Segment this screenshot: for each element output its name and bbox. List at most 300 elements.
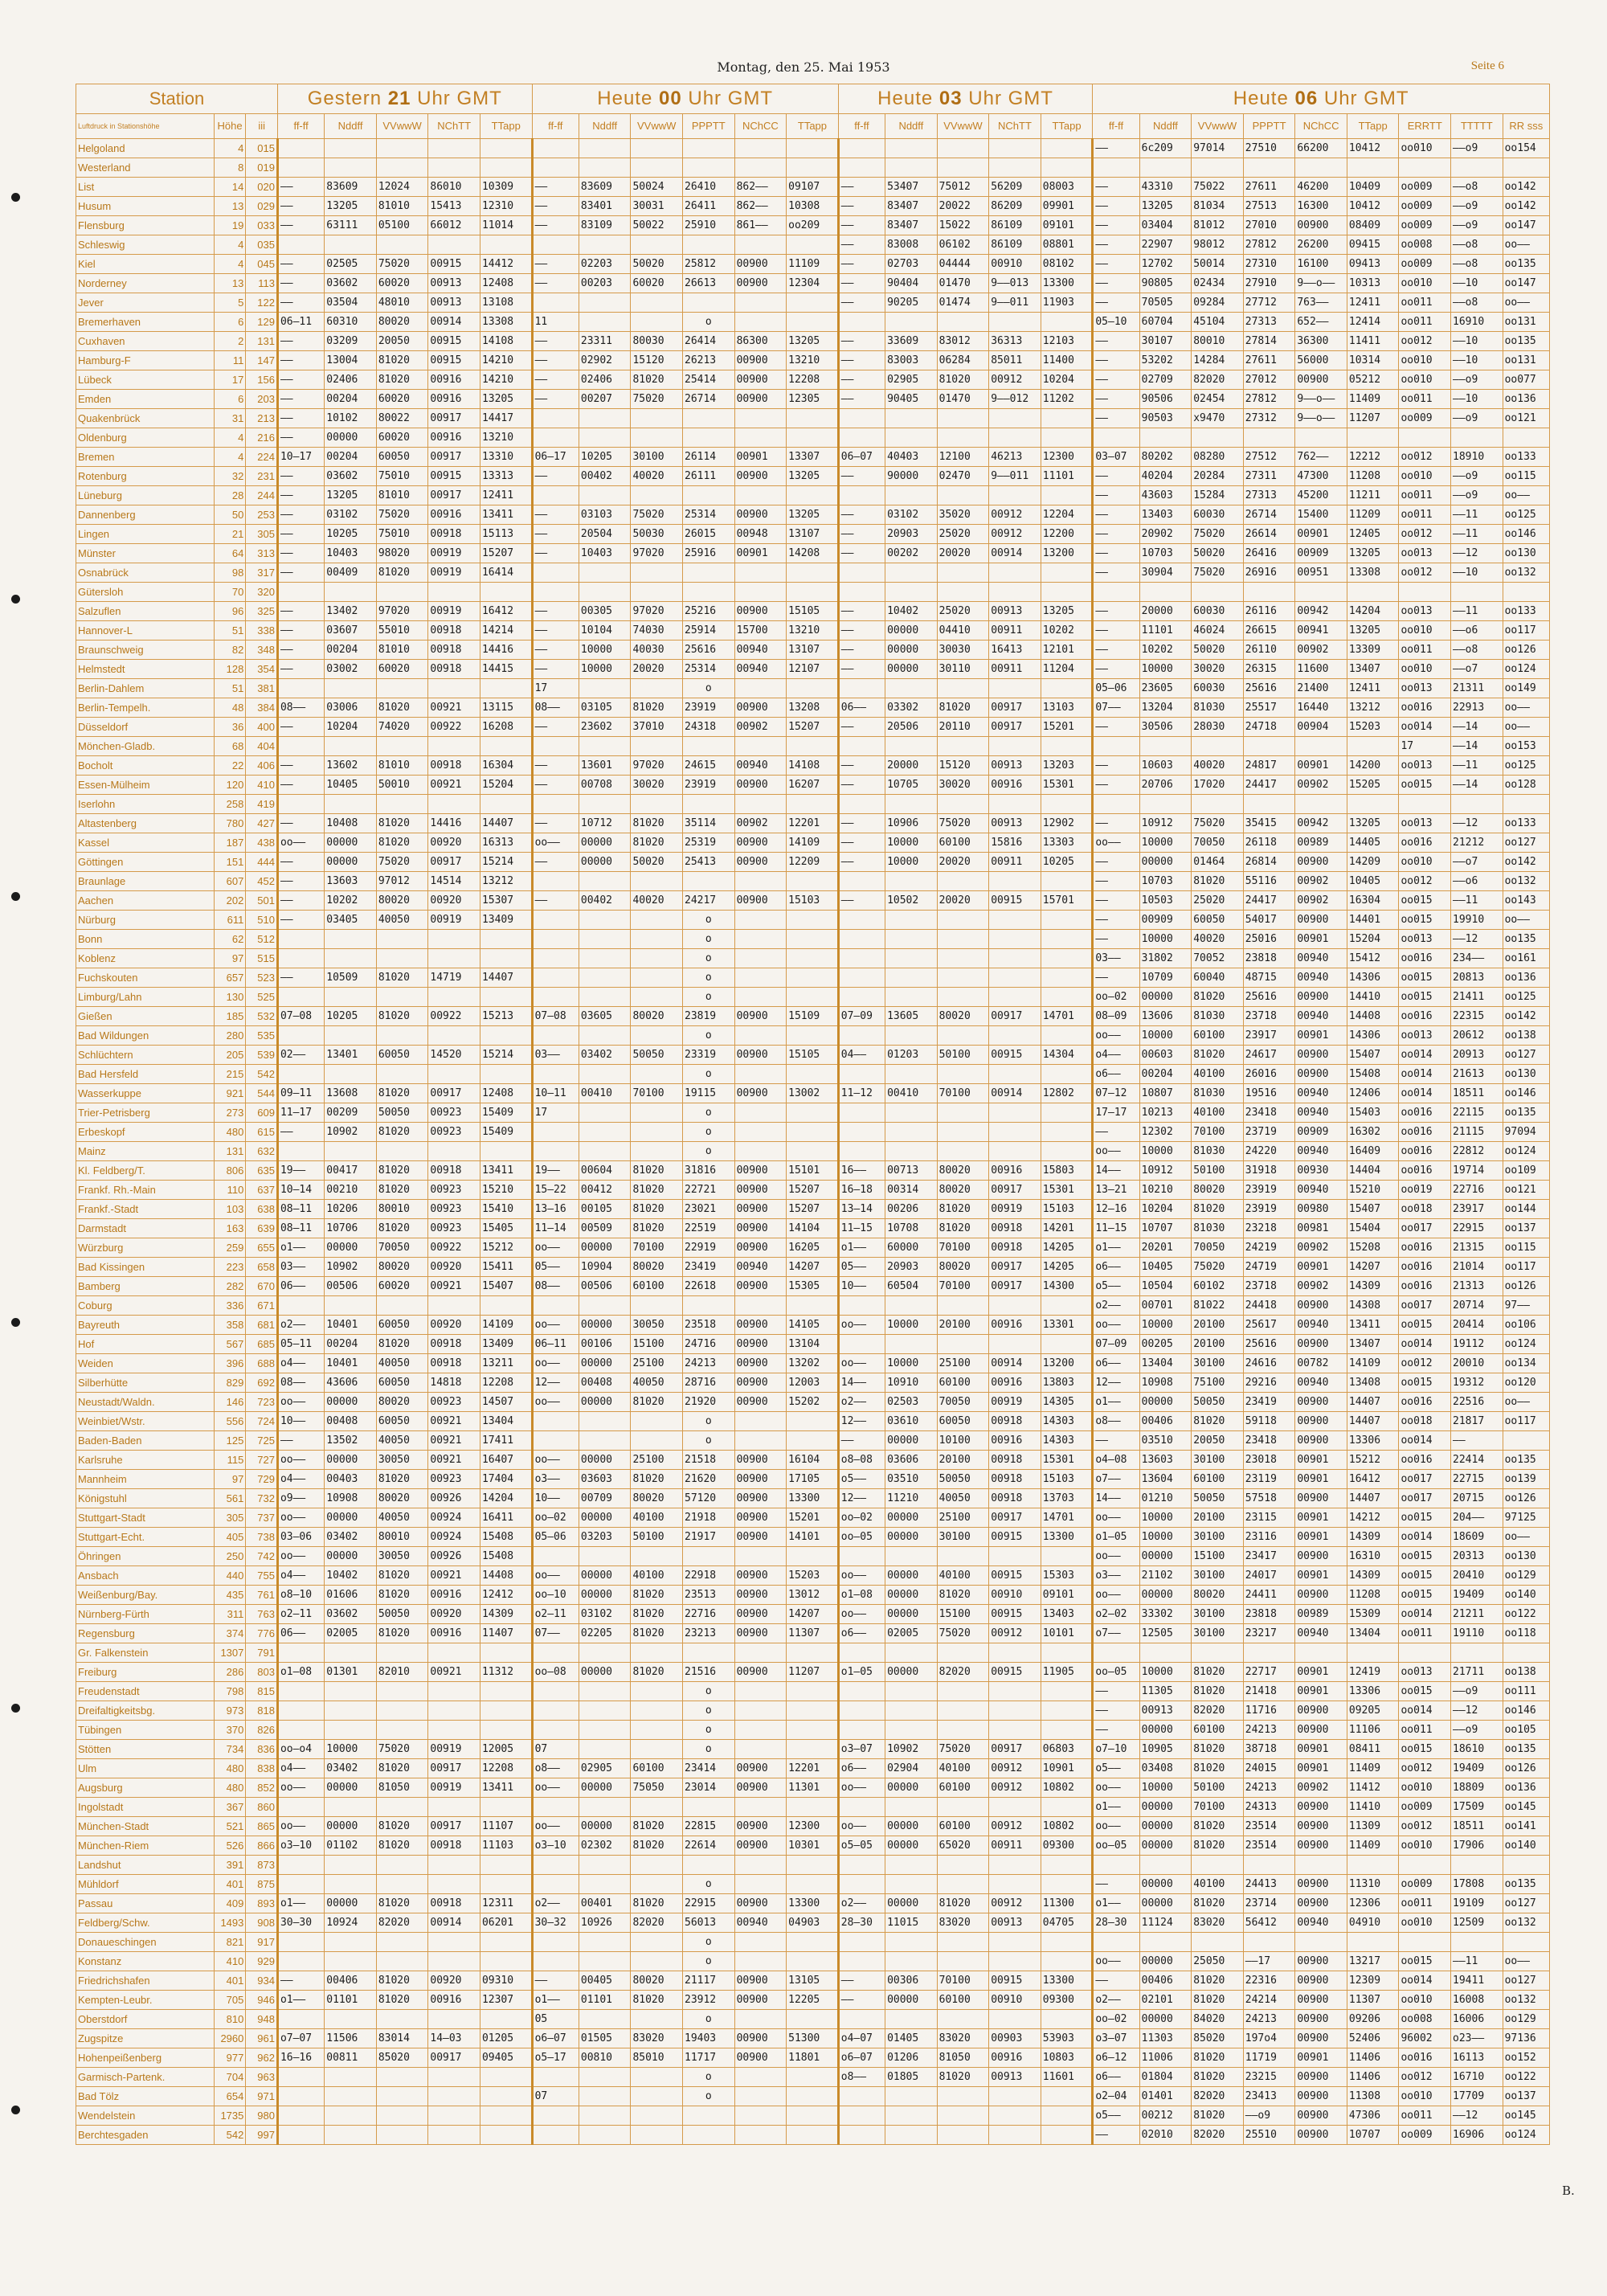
obs-cell-g3: 16413 [989, 641, 1041, 660]
obs-cell-g4: 00989 [1295, 833, 1347, 853]
obs-cell-g3: 80020 [937, 1181, 989, 1200]
obs-cell-g3: —— [838, 1991, 885, 2010]
table-row [76, 891, 1550, 911]
obs-cell-g2: 01101 [579, 1991, 631, 2010]
obs-cell-g4: oo125 [1503, 756, 1549, 776]
obs-cell-g4: oo018 [1399, 1200, 1451, 1219]
station-height: 567 [214, 1335, 246, 1354]
obs-cell-g4: 23605 [1139, 679, 1192, 698]
obs-cell-g4 [1192, 737, 1244, 756]
obs-cell-g1 [277, 1856, 324, 1875]
obs-cell-g1: oo—— [277, 1451, 324, 1470]
obs-cell-g2: 86300 [734, 332, 787, 351]
table-row [76, 1856, 1550, 1875]
obs-cell-g1: 00000 [325, 1778, 377, 1798]
obs-cell-g4: 20714 [1451, 1296, 1503, 1316]
obs-cell-g2 [631, 1740, 683, 1759]
obs-cell-g2: 00203 [579, 274, 631, 293]
obs-cell-g1: 00204 [325, 390, 377, 409]
obs-cell-g4: ——12 [1451, 814, 1503, 833]
obs-cell-g4: 18511 [1451, 1817, 1503, 1836]
obs-cell-g4: 27712 [1243, 293, 1295, 313]
obs-cell-g4: 00900 [1295, 1971, 1347, 1991]
table-row [76, 1161, 1550, 1181]
obs-cell-g4: o2—— [1093, 1296, 1139, 1316]
obs-cell-g3: 16—— [838, 1161, 885, 1181]
obs-cell-g3: 13205 [1041, 602, 1093, 621]
obs-cell-g4: 12414 [1347, 313, 1399, 332]
obs-cell-g4: 10905 [1139, 1740, 1192, 1759]
obs-cell-g1 [325, 1701, 377, 1721]
obs-cell-g3: —— [838, 467, 885, 486]
obs-cell-g4: 19112 [1451, 1335, 1503, 1354]
obs-cell-g1 [325, 737, 377, 756]
obs-cell-g3: 03606 [885, 1451, 938, 1470]
obs-cell-g4: ——17 [1243, 1952, 1295, 1971]
station-height: 36 [214, 718, 246, 737]
table-row [76, 1316, 1550, 1335]
obs-cell-g4: ——o8 [1451, 255, 1503, 274]
obs-cell-g3: 08801 [1041, 235, 1093, 255]
obs-cell-g4: oo132 [1503, 1913, 1549, 1933]
obs-cell-g4: 97—— [1503, 1296, 1549, 1316]
obs-cell-g4: oo127 [1503, 1894, 1549, 1913]
obs-cell-g2: 00506 [579, 1277, 631, 1296]
obs-cell-g2: 00412 [579, 1181, 631, 1200]
obs-cell-g4: oo010 [1399, 621, 1451, 641]
obs-cell-g2: 02205 [579, 1624, 631, 1643]
obs-cell-g4: oo126 [1503, 1489, 1549, 1508]
obs-cell-g3: 75012 [937, 178, 989, 197]
obs-cell-g3: —— [838, 293, 885, 313]
obs-cell-g2: 07–08 [532, 1007, 579, 1026]
obs-cell-g2: —— [532, 756, 579, 776]
obs-cell-g1: 00916 [428, 428, 480, 448]
obs-cell-g2 [579, 1856, 631, 1875]
obs-cell-g4 [1093, 158, 1139, 178]
obs-cell-g4: 11406 [1347, 2068, 1399, 2087]
obs-cell-g2: —— [532, 602, 579, 621]
obs-cell-g2: 13107 [787, 641, 839, 660]
obs-cell-g3 [937, 737, 989, 756]
obs-cell-g4: 12406 [1347, 1084, 1399, 1103]
obs-cell-g2 [579, 409, 631, 428]
obs-cell-g4: oo—— [1503, 1952, 1549, 1971]
obs-cell-g4: o1—— [1093, 1393, 1139, 1412]
obs-cell-g3: 09901 [1041, 197, 1093, 216]
obs-cell-g4: oo117 [1503, 1412, 1549, 1431]
obs-cell-g4: 00900 [1295, 2106, 1347, 2126]
table-row [76, 1238, 1550, 1258]
obs-cell-g4: oo–02 [1093, 988, 1139, 1007]
obs-cell-g4: 81020 [1192, 1971, 1244, 1991]
obs-cell-g3 [838, 1875, 885, 1894]
obs-cell-g1: 60050 [376, 1412, 428, 1431]
table-row [76, 1489, 1550, 1508]
obs-cell-g1: 11014 [480, 216, 532, 235]
obs-cell-g2: 11307 [787, 1624, 839, 1643]
obs-cell-g4: 24617 [1243, 1046, 1295, 1065]
obs-cell-g2 [532, 1065, 579, 1084]
obs-cell-g3: —— [838, 814, 885, 833]
obs-cell-g2: 23414 [683, 1759, 735, 1778]
obs-cell-g3 [989, 563, 1041, 583]
obs-cell-g4: —— [1093, 641, 1139, 660]
obs-cell-g3: 10000 [885, 1316, 938, 1335]
obs-cell-g3 [937, 795, 989, 814]
obs-cell-g1 [277, 1875, 324, 1894]
obs-cell-g4: 85020 [1192, 2029, 1244, 2048]
obs-cell-g4: 01401 [1139, 2087, 1192, 2106]
obs-cell-g4: oo—— [1093, 1026, 1139, 1046]
station-height: 97 [214, 949, 246, 968]
table-row [76, 1740, 1550, 1759]
obs-cell-g2 [579, 1065, 631, 1084]
obs-cell-g4: 13217 [1347, 1952, 1399, 1971]
obs-cell-g1 [376, 2126, 428, 2145]
obs-cell-g4: —— [1093, 197, 1139, 216]
obs-cell-g2: 81020 [631, 833, 683, 853]
obs-cell-g1: 14210 [480, 370, 532, 390]
obs-cell-g2 [631, 1026, 683, 1046]
obs-cell-g3: 81020 [937, 1894, 989, 1913]
obs-cell-g1: 13502 [325, 1431, 377, 1451]
obs-cell-g1: 97012 [376, 872, 428, 891]
station-height: 6 [214, 390, 246, 409]
obs-cell-g2 [532, 139, 579, 158]
obs-cell-g2 [579, 1721, 631, 1740]
obs-cell-g4: 23514 [1243, 1817, 1295, 1836]
obs-cell-g2 [787, 293, 839, 313]
obs-cell-g4: 23818 [1243, 1605, 1295, 1624]
station-id: 438 [246, 833, 278, 853]
table-row [76, 2048, 1550, 2068]
obs-cell-g3 [1041, 2126, 1093, 2145]
obs-cell-g3 [989, 988, 1041, 1007]
obs-cell-g2: 40030 [631, 641, 683, 660]
obs-cell-g4: 59118 [1243, 1412, 1295, 1431]
obs-cell-g3 [838, 1103, 885, 1123]
obs-cell-g3 [838, 911, 885, 930]
obs-cell-g4: 25510 [1243, 2126, 1295, 2145]
obs-cell-g3: 20020 [937, 853, 989, 872]
obs-cell-g4: 81030 [1192, 698, 1244, 718]
obs-cell-g2 [787, 1065, 839, 1084]
station-height: 50 [214, 505, 246, 525]
obs-cell-g1: 80022 [376, 409, 428, 428]
obs-cell-g4: 00900 [1295, 1701, 1347, 1721]
obs-cell-g2 [734, 2126, 787, 2145]
obs-cell-g2 [734, 679, 787, 698]
obs-cell-g2: 22915 [683, 1894, 735, 1913]
obs-cell-g1: 14416 [480, 641, 532, 660]
obs-cell-g4: oo132 [1503, 1991, 1549, 2010]
obs-cell-g3: 15100 [937, 1605, 989, 1624]
obs-cell-g4: 13309 [1347, 641, 1399, 660]
obs-cell-g3: 15301 [1041, 1181, 1093, 1200]
obs-cell-g1: 48010 [376, 293, 428, 313]
station-name: Rotenburg [76, 467, 215, 486]
obs-cell-g4: oo012 [1399, 332, 1451, 351]
obs-cell-g3 [1041, 1875, 1093, 1894]
obs-cell-g2 [683, 1856, 735, 1875]
obs-cell-g3 [989, 679, 1041, 698]
station-name: Augsburg [76, 1778, 215, 1798]
obs-cell-g1: 14416 [428, 814, 480, 833]
obs-cell-g1: 81020 [376, 968, 428, 988]
obs-cell-g4: —— [1093, 660, 1139, 679]
obs-cell-g2 [579, 139, 631, 158]
station-name: Göttingen [76, 853, 215, 872]
obs-cell-g4: 60050 [1192, 911, 1244, 930]
station-height: 401 [214, 1971, 246, 1991]
obs-cell-g1 [325, 1933, 377, 1952]
station-height: 5 [214, 293, 246, 313]
obs-cell-g4: oo010 [1399, 853, 1451, 872]
obs-cell-g4: 12411 [1347, 293, 1399, 313]
obs-cell-g4: 25617 [1243, 1316, 1295, 1335]
obs-cell-g4: 27512 [1243, 448, 1295, 467]
obs-cell-g4: oo145 [1503, 2106, 1549, 2126]
obs-cell-g1: 16208 [480, 718, 532, 737]
obs-cell-g1: 60050 [376, 448, 428, 467]
station-id: 338 [246, 621, 278, 641]
obs-cell-g2: 00000 [579, 1817, 631, 1836]
obs-cell-g1: 00917 [428, 853, 480, 872]
obs-cell-g1: 81020 [376, 1181, 428, 1200]
station-id: 962 [246, 2048, 278, 2068]
obs-cell-g1: 80010 [376, 1528, 428, 1547]
obs-cell-g4: 81020 [1192, 1663, 1244, 1682]
obs-cell-g4 [1093, 583, 1139, 602]
obs-cell-g3 [989, 583, 1041, 602]
station-id: 963 [246, 2068, 278, 2087]
obs-cell-g4: oo–02 [1093, 2010, 1139, 2029]
station-height: 13 [214, 274, 246, 293]
obs-cell-g4: 40020 [1192, 756, 1244, 776]
obs-cell-g3: 40403 [885, 448, 938, 467]
obs-cell-g1: 03402 [325, 1759, 377, 1778]
station-name: Schlüchtern [76, 1046, 215, 1065]
obs-cell-g2: 00402 [579, 467, 631, 486]
obs-cell-g2 [683, 583, 735, 602]
obs-cell-g1: —— [277, 872, 324, 891]
sub-header-g1: VVwwW [376, 114, 428, 139]
obs-cell-g4: oo014 [1399, 1971, 1451, 1991]
obs-cell-g4: —— [1093, 563, 1139, 583]
obs-cell-g3: —— [838, 178, 885, 197]
obs-cell-g3: 10000 [885, 833, 938, 853]
sub-header-g3: NChTT [989, 114, 1041, 139]
station-name: Dreifaltigkeitsbg. [76, 1701, 215, 1721]
obs-cell-g1: 16412 [480, 602, 532, 621]
obs-cell-g1: 13602 [325, 756, 377, 776]
obs-cell-g4: 40100 [1192, 1103, 1244, 1123]
obs-cell-g2: —— [532, 776, 579, 795]
obs-cell-g2: 00105 [579, 1200, 631, 1219]
obs-cell-g1: 03102 [325, 505, 377, 525]
table-row [76, 930, 1550, 949]
obs-cell-g2: 15105 [787, 602, 839, 621]
obs-cell-g1: 14514 [428, 872, 480, 891]
obs-cell-g4: oo133 [1503, 814, 1549, 833]
obs-cell-g3: 00912 [989, 370, 1041, 390]
obs-cell-g2: 00000 [579, 1451, 631, 1470]
station-height: 611 [214, 911, 246, 930]
obs-cell-g1 [480, 139, 532, 158]
obs-cell-g4: 81030 [1192, 1007, 1244, 1026]
obs-cell-g1: 15307 [480, 891, 532, 911]
obs-cell-g1: o9—— [277, 1489, 324, 1508]
obs-cell-g4: oo121 [1503, 1181, 1549, 1200]
obs-cell-g4: oo014 [1399, 1084, 1451, 1103]
obs-cell-g4: oo016 [1399, 1277, 1451, 1296]
obs-cell-g4: 00900 [1295, 1412, 1347, 1431]
sub-header-g2: ff-ff [532, 114, 579, 139]
obs-cell-g4: 26615 [1243, 621, 1295, 641]
obs-cell-g2: 50022 [631, 216, 683, 235]
obs-cell-g4: 81020 [1192, 1200, 1244, 1219]
obs-cell-g3 [838, 2010, 885, 2029]
station-id: 231 [246, 467, 278, 486]
obs-cell-g2: 25812 [683, 255, 735, 274]
obs-cell-g3: o4–07 [838, 2029, 885, 2048]
obs-cell-g1: 00506 [325, 1277, 377, 1296]
station-id: 501 [246, 891, 278, 911]
sub-header-row [76, 114, 1550, 139]
obs-cell-g4: 20284 [1192, 467, 1244, 486]
station-height: 305 [214, 1508, 246, 1528]
obs-cell-g4: oo134 [1503, 1354, 1549, 1373]
obs-cell-g4: 11410 [1347, 1798, 1399, 1817]
obs-cell-g2 [579, 1875, 631, 1894]
obs-cell-g1: 16–16 [277, 2048, 324, 2068]
g3-prefix: Heute [877, 88, 934, 109]
obs-cell-g1: 10–14 [277, 1181, 324, 1200]
obs-cell-g4: ——o9 [1451, 370, 1503, 390]
obs-cell-g1: 60020 [376, 660, 428, 679]
obs-cell-g4: 70052 [1192, 949, 1244, 968]
obs-cell-g1: 20050 [376, 332, 428, 351]
obs-cell-g1 [428, 2126, 480, 2145]
obs-cell-g2 [787, 1740, 839, 1759]
obs-cell-g2: 81020 [631, 370, 683, 390]
obs-cell-g4: 19910 [1451, 911, 1503, 930]
station-id: 776 [246, 1624, 278, 1643]
obs-cell-g4: 24411 [1243, 1586, 1295, 1605]
obs-cell-g2: 22716 [683, 1605, 735, 1624]
obs-cell-g3: 10204 [1041, 370, 1093, 390]
obs-cell-g4: 19411 [1451, 1971, 1503, 1991]
obs-cell-g2 [532, 1643, 579, 1663]
obs-cell-g4: oo133 [1503, 602, 1549, 621]
obs-cell-g4: 00902 [1295, 891, 1347, 911]
station-id: 948 [246, 2010, 278, 2029]
obs-cell-g4: 52406 [1347, 2029, 1399, 2048]
station-name: Aachen [76, 891, 215, 911]
obs-cell-g4: oo017 [1399, 1470, 1451, 1489]
obs-cell-g3 [989, 968, 1041, 988]
station-id: 224 [246, 448, 278, 467]
table-row [76, 1913, 1550, 1933]
obs-cell-g2 [787, 968, 839, 988]
obs-cell-g2 [683, 1547, 735, 1566]
table-row [76, 313, 1550, 332]
obs-cell-g2: oo—— [532, 1451, 579, 1470]
obs-cell-g4: oo015 [1399, 776, 1451, 795]
obs-cell-g3: o8—— [838, 2068, 885, 2087]
obs-cell-g4: 25616 [1243, 1335, 1295, 1354]
obs-cell-g2: 15207 [787, 718, 839, 737]
obs-cell-g1: 08—— [277, 698, 324, 718]
obs-cell-g2: 00900 [734, 351, 787, 370]
obs-cell-g4: 19714 [1451, 1161, 1503, 1181]
obs-cell-g2 [532, 1296, 579, 1316]
obs-cell-g3: 85011 [989, 351, 1041, 370]
obs-cell-g1: 13411 [480, 1778, 532, 1798]
obs-cell-g4: —— [1093, 235, 1139, 255]
obs-cell-g4: 23917 [1451, 1200, 1503, 1219]
obs-cell-g1: 00923 [428, 1181, 480, 1200]
obs-cell-g2: 10000 [579, 641, 631, 660]
obs-cell-g4: 50050 [1192, 1489, 1244, 1508]
obs-cell-g2 [631, 1547, 683, 1566]
table-row [76, 525, 1550, 544]
obs-cell-g3: 00917 [989, 718, 1041, 737]
obs-cell-g4: oo136 [1503, 390, 1549, 409]
obs-cell-g4: 50100 [1192, 1161, 1244, 1181]
obs-cell-g4 [1093, 795, 1139, 814]
station-name: Braunlage [76, 872, 215, 891]
obs-cell-g4 [1192, 428, 1244, 448]
obs-cell-g4: x9470 [1192, 409, 1244, 428]
obs-cell-g4: oo013 [1399, 930, 1451, 949]
obs-cell-g3 [885, 139, 938, 158]
obs-cell-g2 [532, 2068, 579, 2087]
obs-cell-g2 [787, 2087, 839, 2106]
obs-cell-g1: 15214 [480, 1046, 532, 1065]
obs-cell-g1: 14415 [480, 660, 532, 679]
table-row [76, 1142, 1550, 1161]
obs-cell-g1 [480, 158, 532, 178]
obs-cell-g4: 81020 [1192, 2106, 1244, 2126]
obs-cell-g1: 00920 [428, 891, 480, 911]
weather-table [76, 84, 1550, 2145]
obs-cell-g2: o [683, 1740, 735, 1759]
obs-cell-g4: 00900 [1295, 370, 1347, 390]
obs-cell-g4: oo010 [1399, 351, 1451, 370]
obs-cell-g2: o [683, 930, 735, 949]
obs-cell-g2: —— [532, 332, 579, 351]
obs-cell-g1: 82020 [376, 1913, 428, 1933]
obs-cell-g1: 81010 [376, 197, 428, 216]
obs-cell-g1: 14407 [480, 814, 532, 833]
table-row [76, 486, 1550, 505]
station-id: 815 [246, 1682, 278, 1701]
obs-cell-g4: 19110 [1451, 1624, 1503, 1643]
sub-header-g1: TTapp [480, 114, 532, 139]
station-id: 404 [246, 737, 278, 756]
obs-cell-g4: 25616 [1243, 988, 1295, 1007]
obs-cell-g2: 00000 [579, 1238, 631, 1258]
obs-cell-g4: ——o9 [1451, 409, 1503, 428]
station-id: 632 [246, 1142, 278, 1161]
obs-cell-g3: 03510 [885, 1470, 938, 1489]
station-height: 11 [214, 351, 246, 370]
obs-cell-g2: 20504 [579, 525, 631, 544]
station-name: Frankf.-Stadt [76, 1200, 215, 1219]
obs-cell-g3: 13–14 [838, 1200, 885, 1219]
